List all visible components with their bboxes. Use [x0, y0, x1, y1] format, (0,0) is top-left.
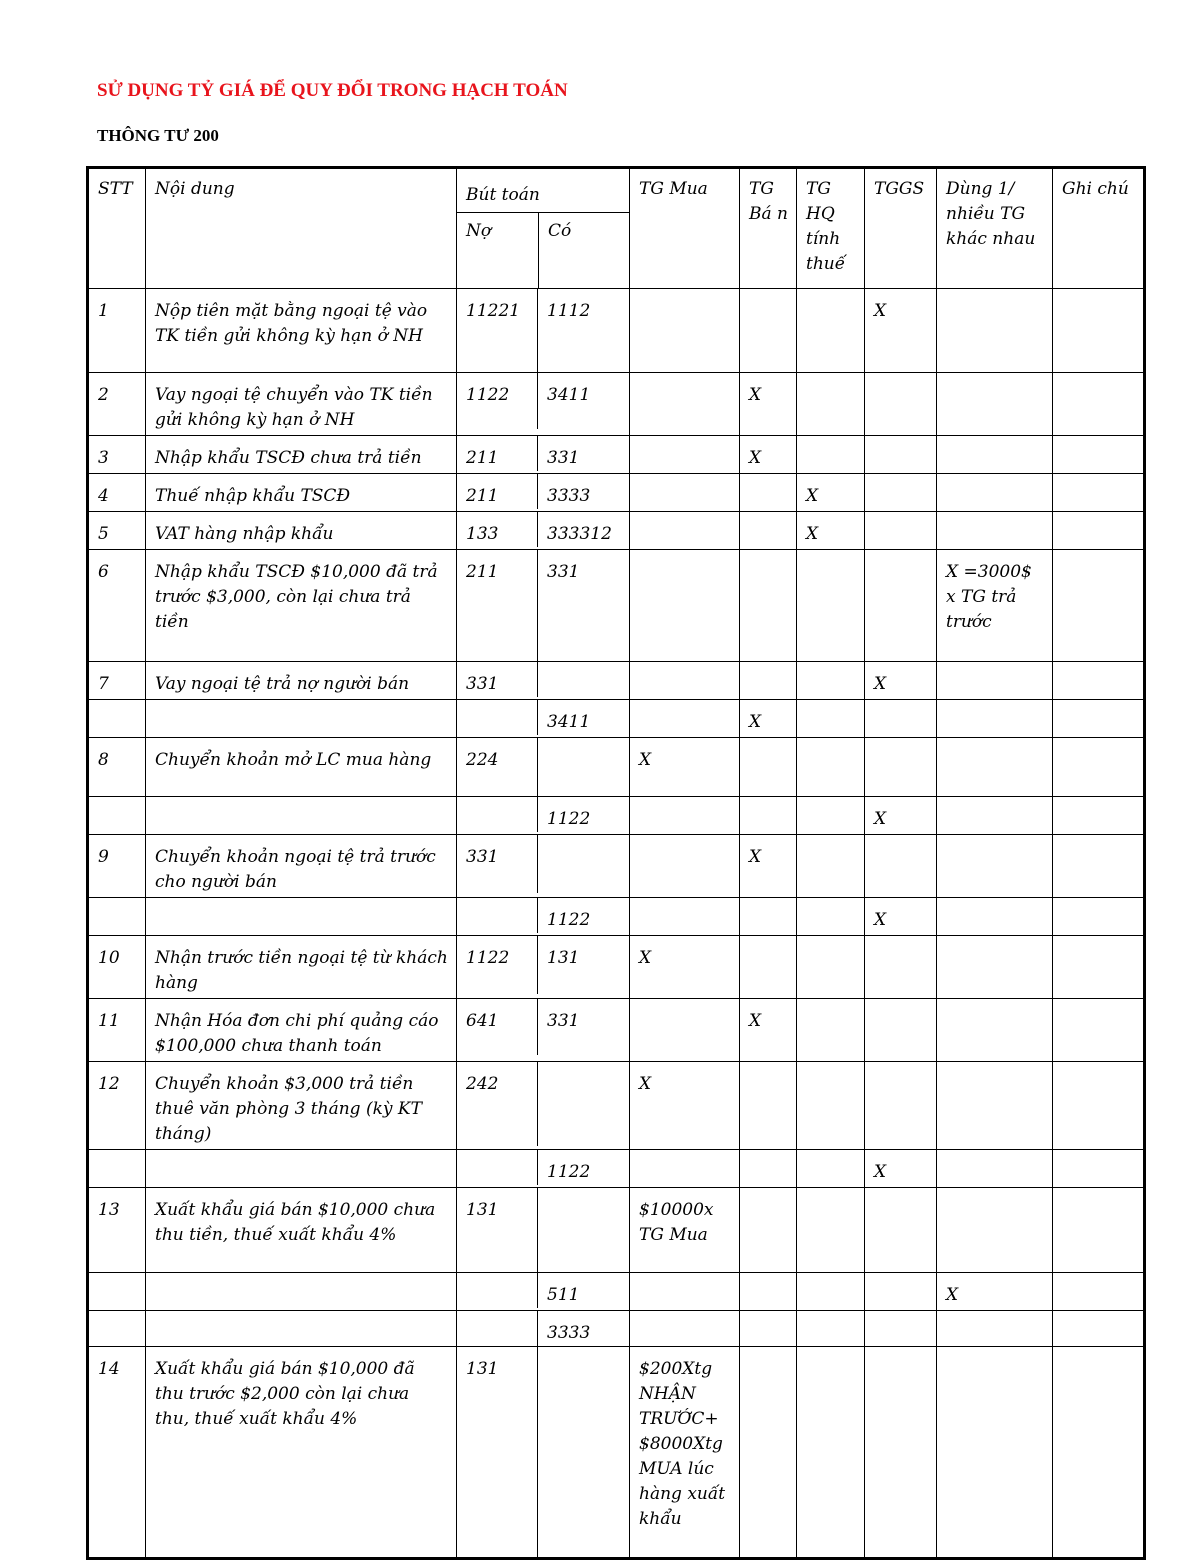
cell-debit: 11221	[457, 289, 538, 372]
cell-note	[1053, 436, 1145, 474]
cell-sell	[740, 512, 797, 550]
cell-sell	[740, 1188, 797, 1273]
cell-book	[865, 550, 937, 662]
cell-debit	[457, 1311, 538, 1346]
cell-multi: X =3000$ x TG trả trước	[937, 550, 1053, 662]
cell-entry	[457, 662, 630, 700]
cell-book: X	[865, 898, 937, 936]
cell-content: Chuyển khoản mở LC mua hàng	[146, 738, 457, 797]
cell-note	[1053, 1150, 1145, 1188]
cell-stt: 7	[88, 662, 146, 700]
cell-buy	[630, 700, 740, 738]
table-row	[88, 436, 1145, 474]
cell-buy	[630, 512, 740, 550]
cell-entry	[457, 936, 630, 999]
cell-customs	[797, 662, 865, 700]
cell-credit: 3411	[547, 712, 591, 732]
table-row	[88, 797, 1145, 835]
cell-sell	[740, 550, 797, 662]
cell-credit	[538, 1062, 555, 1146]
cell-buy	[630, 474, 740, 512]
header-entry-label: Bút toán	[457, 177, 629, 213]
cell-buy: X	[630, 936, 740, 999]
cell-entry	[457, 1273, 630, 1311]
table-row	[88, 1062, 1145, 1150]
cell-debit	[457, 898, 538, 933]
cell-stt	[88, 1311, 146, 1347]
cell-note	[1053, 797, 1145, 835]
cell-stt: 3	[88, 436, 146, 474]
cell-note	[1053, 1273, 1145, 1311]
cell-note	[1053, 474, 1145, 512]
cell-credit	[538, 1188, 555, 1272]
table-row	[88, 1273, 1145, 1311]
cell-sell: X	[740, 835, 797, 898]
table-row	[88, 700, 1145, 738]
header-sell-rate: TG Bá n	[740, 168, 797, 289]
cell-credit: 511	[547, 1285, 580, 1305]
cell-buy: X	[630, 738, 740, 797]
cell-customs	[797, 550, 865, 662]
cell-stt: 14	[88, 1347, 146, 1559]
cell-debit: 331	[457, 835, 538, 893]
cell-sell	[740, 936, 797, 999]
cell-credit: 3333	[547, 1323, 591, 1343]
cell-note	[1053, 662, 1145, 700]
cell-book	[865, 512, 937, 550]
cell-book	[865, 436, 937, 474]
cell-sell	[740, 738, 797, 797]
cell-book: X	[865, 662, 937, 700]
cell-book	[865, 700, 937, 738]
cell-customs	[797, 835, 865, 898]
cell-debit: 211	[457, 436, 538, 471]
cell-note	[1053, 1347, 1145, 1559]
cell-entry	[457, 738, 630, 797]
cell-sell	[740, 1273, 797, 1311]
header-row	[88, 168, 1145, 289]
cell-book	[865, 999, 937, 1062]
cell-note	[1053, 1188, 1145, 1273]
cell-multi	[937, 1347, 1053, 1559]
cell-buy	[630, 999, 740, 1062]
cell-credit: 3411	[547, 385, 591, 405]
table-row	[88, 738, 1145, 797]
cell-buy	[630, 550, 740, 662]
cell-sell	[740, 1062, 797, 1150]
cell-customs	[797, 1062, 865, 1150]
cell-debit	[457, 1150, 538, 1185]
table-row	[88, 474, 1145, 512]
cell-entry	[457, 512, 630, 550]
cell-credit: 333312	[547, 524, 612, 544]
cell-book	[865, 1273, 937, 1311]
cell-note	[1053, 936, 1145, 999]
cell-stt: 12	[88, 1062, 146, 1150]
cell-entry	[457, 373, 630, 436]
cell-stt: 1	[88, 289, 146, 373]
header-credit: Có	[548, 221, 572, 241]
cell-note	[1053, 738, 1145, 797]
cell-stt: 13	[88, 1188, 146, 1273]
cell-stt: 4	[88, 474, 146, 512]
cell-stt: 6	[88, 550, 146, 662]
cell-stt	[88, 1273, 146, 1311]
header-book-rate: TGGS	[865, 168, 937, 289]
cell-content: Nhập khẩu TSCĐ $10,000 đã trả trước $3,000, còn lại chưa trả tiền	[146, 550, 457, 662]
cell-credit: 331	[547, 1011, 580, 1031]
cell-debit: 1122	[457, 936, 538, 994]
cell-credit	[538, 662, 555, 697]
cell-entry	[457, 289, 630, 373]
cell-buy: $200Xtg NHẬN TRƯỚC+ $8000Xtg MUA lúc hàng xuất khẩu	[630, 1347, 740, 1559]
cell-entry	[457, 835, 630, 898]
cell-book	[865, 474, 937, 512]
cell-entry	[457, 797, 630, 835]
cell-entry	[457, 1188, 630, 1273]
cell-multi	[937, 999, 1053, 1062]
cell-stt: 9	[88, 835, 146, 898]
cell-book: X	[865, 1150, 937, 1188]
cell-sell	[740, 474, 797, 512]
cell-debit: 641	[457, 999, 538, 1055]
cell-content: Xuất khẩu giá bán $10,000 đã thu trước $2,000 còn lại chưa thu, thuế xuất khẩu 4%	[146, 1347, 457, 1559]
cell-customs	[797, 738, 865, 797]
cell-entry	[457, 1062, 630, 1150]
cell-sell	[740, 898, 797, 936]
cell-customs: X	[797, 512, 865, 550]
cell-multi	[937, 1062, 1053, 1150]
table-row	[88, 662, 1145, 700]
page-subtitle: THÔNG TƯ 200	[97, 126, 219, 145]
cell-credit: 1122	[547, 809, 591, 829]
cell-customs	[797, 436, 865, 474]
cell-content: VAT hàng nhập khẩu	[146, 512, 457, 550]
cell-buy	[630, 898, 740, 936]
cell-debit	[457, 1273, 538, 1308]
cell-note	[1053, 1311, 1145, 1347]
cell-customs	[797, 1273, 865, 1311]
cell-buy	[630, 797, 740, 835]
exchange-rate-table	[86, 166, 1146, 1560]
cell-buy	[630, 1150, 740, 1188]
header-buy-rate: TG Mua	[630, 168, 740, 289]
header-content: Nội dung	[146, 168, 457, 289]
cell-debit: 331	[457, 662, 538, 697]
cell-content	[146, 797, 457, 835]
cell-debit: 1122	[457, 373, 538, 429]
cell-credit: 1122	[547, 1162, 591, 1182]
cell-multi	[937, 436, 1053, 474]
cell-book	[865, 1062, 937, 1150]
cell-customs	[797, 700, 865, 738]
cell-content: Chuyển khoản ngoại tệ trả trước cho người bán	[146, 835, 457, 898]
table-row	[88, 373, 1145, 436]
header-note: Ghi chú	[1053, 168, 1145, 289]
cell-sell	[740, 289, 797, 373]
cell-note	[1053, 898, 1145, 936]
cell-debit: 211	[457, 550, 538, 661]
cell-entry	[457, 474, 630, 512]
cell-entry	[457, 1347, 630, 1559]
cell-note	[1053, 512, 1145, 550]
cell-sell: X	[740, 373, 797, 436]
cell-debit	[457, 797, 538, 832]
cell-debit: 131	[457, 1188, 538, 1272]
cell-content: Vay ngoại tệ chuyển vào TK tiền gửi không kỳ hạn ở NH	[146, 373, 457, 436]
cell-stt: 8	[88, 738, 146, 797]
cell-debit: 242	[457, 1062, 538, 1146]
cell-note	[1053, 835, 1145, 898]
cell-multi	[937, 835, 1053, 898]
cell-debit: 211	[457, 474, 538, 509]
cell-stt: 10	[88, 936, 146, 999]
cell-sell: X	[740, 436, 797, 474]
cell-customs	[797, 999, 865, 1062]
cell-book: X	[865, 797, 937, 835]
cell-content: Nhận trước tiền ngoại tệ từ khách hàng	[146, 936, 457, 999]
cell-entry	[457, 999, 630, 1062]
cell-content: Xuất khẩu giá bán $10,000 chưa thu tiền, thuế xuất khẩu 4%	[146, 1188, 457, 1273]
cell-multi	[937, 936, 1053, 999]
cell-credit: 1122	[547, 910, 591, 930]
cell-multi	[937, 474, 1053, 512]
cell-stt: 11	[88, 999, 146, 1062]
cell-customs	[797, 797, 865, 835]
cell-sell	[740, 1347, 797, 1559]
cell-customs	[797, 936, 865, 999]
cell-credit: 1112	[547, 301, 591, 321]
cell-stt	[88, 1150, 146, 1188]
table-row	[88, 550, 1145, 662]
cell-multi	[937, 738, 1053, 797]
cell-debit: 133	[457, 512, 538, 547]
cell-book	[865, 373, 937, 436]
cell-debit: 131	[457, 1347, 538, 1557]
cell-book	[865, 936, 937, 999]
cell-multi	[937, 512, 1053, 550]
header-stt: STT	[88, 168, 146, 289]
header-multi-rate: Dùng 1/ nhiều TG khác nhau	[937, 168, 1053, 289]
cell-content: Nhập khẩu TSCĐ chưa trả tiền	[146, 436, 457, 474]
cell-content	[146, 700, 457, 738]
cell-book: X	[865, 289, 937, 373]
cell-entry	[457, 1150, 630, 1188]
table-row	[88, 1311, 1145, 1347]
cell-content: Nhận Hóa đơn chi phí quảng cáo $100,000 chưa thanh toán	[146, 999, 457, 1062]
cell-note	[1053, 550, 1145, 662]
cell-multi	[937, 898, 1053, 936]
cell-credit	[538, 835, 555, 893]
cell-sell	[740, 1150, 797, 1188]
cell-buy	[630, 662, 740, 700]
cell-entry	[457, 436, 630, 474]
cell-book	[865, 1311, 937, 1347]
cell-book	[865, 835, 937, 898]
cell-content: Chuyển khoản $3,000 trả tiền thuê văn phòng 3 tháng (kỳ KT tháng)	[146, 1062, 457, 1150]
cell-customs	[797, 289, 865, 373]
table-row	[88, 1347, 1145, 1559]
header-customs-rate: TG HQ tính thuế	[797, 168, 865, 289]
table-row	[88, 1188, 1145, 1273]
header-entry	[457, 168, 630, 289]
cell-book	[865, 1347, 937, 1559]
cell-sell	[740, 662, 797, 700]
cell-entry	[457, 1311, 630, 1347]
cell-book	[865, 738, 937, 797]
cell-buy: $10000x TG Mua	[630, 1188, 740, 1273]
cell-sell: X	[740, 999, 797, 1062]
cell-buy	[630, 1311, 740, 1347]
cell-sell: X	[740, 700, 797, 738]
cell-content	[146, 1311, 457, 1347]
cell-customs	[797, 898, 865, 936]
cell-stt	[88, 700, 146, 738]
cell-content: Nộp tiên mặt bằng ngoại tệ vào TK tiền gửi không kỳ hạn ở NH	[146, 289, 457, 373]
cell-content: Vay ngoại tệ trả nợ người bán	[146, 662, 457, 700]
cell-credit	[538, 738, 555, 796]
cell-customs	[797, 373, 865, 436]
cell-customs	[797, 1188, 865, 1273]
cell-book	[865, 1188, 937, 1273]
cell-stt	[88, 797, 146, 835]
cell-credit: 331	[547, 562, 580, 582]
cell-stt	[88, 898, 146, 936]
cell-note	[1053, 999, 1145, 1062]
cell-credit	[538, 1347, 555, 1557]
cell-customs	[797, 1347, 865, 1559]
cell-entry	[457, 700, 630, 738]
cell-note	[1053, 1062, 1145, 1150]
cell-debit: 224	[457, 738, 538, 796]
cell-multi	[937, 662, 1053, 700]
table-row	[88, 289, 1145, 373]
page-title: SỬ DỤNG TỶ GIÁ ĐỂ QUY ĐỔI TRONG HẠCH TOÁN	[97, 80, 568, 101]
cell-multi	[937, 1311, 1053, 1347]
cell-credit: 131	[547, 948, 580, 968]
cell-customs: X	[797, 474, 865, 512]
cell-entry	[457, 898, 630, 936]
table-row	[88, 1150, 1145, 1188]
table-row	[88, 936, 1145, 999]
cell-multi	[937, 373, 1053, 436]
cell-stt: 5	[88, 512, 146, 550]
cell-multi	[937, 797, 1053, 835]
cell-customs	[797, 1150, 865, 1188]
cell-multi	[937, 1150, 1053, 1188]
cell-credit: 3333	[547, 486, 591, 506]
cell-buy	[630, 436, 740, 474]
cell-multi	[937, 1188, 1053, 1273]
table-row	[88, 835, 1145, 898]
table-row	[88, 512, 1145, 550]
cell-note	[1053, 289, 1145, 373]
cell-buy: X	[630, 1062, 740, 1150]
cell-debit	[457, 700, 538, 735]
cell-buy	[630, 835, 740, 898]
cell-content: Thuế nhập khẩu TSCĐ	[146, 474, 457, 512]
cell-note	[1053, 373, 1145, 436]
cell-sell	[740, 797, 797, 835]
cell-sell	[740, 1311, 797, 1347]
cell-note	[1053, 700, 1145, 738]
cell-customs	[797, 1311, 865, 1347]
table-row	[88, 999, 1145, 1062]
cell-stt: 2	[88, 373, 146, 436]
cell-multi: X	[937, 1273, 1053, 1311]
header-debit: Nợ	[457, 213, 539, 288]
cell-buy	[630, 373, 740, 436]
cell-multi	[937, 700, 1053, 738]
cell-buy	[630, 289, 740, 373]
cell-buy	[630, 1273, 740, 1311]
cell-content	[146, 1150, 457, 1188]
table-row	[88, 898, 1145, 936]
cell-content	[146, 898, 457, 936]
cell-content	[146, 1273, 457, 1311]
cell-credit: 331	[547, 448, 580, 468]
cell-multi	[937, 289, 1053, 373]
cell-entry	[457, 550, 630, 662]
